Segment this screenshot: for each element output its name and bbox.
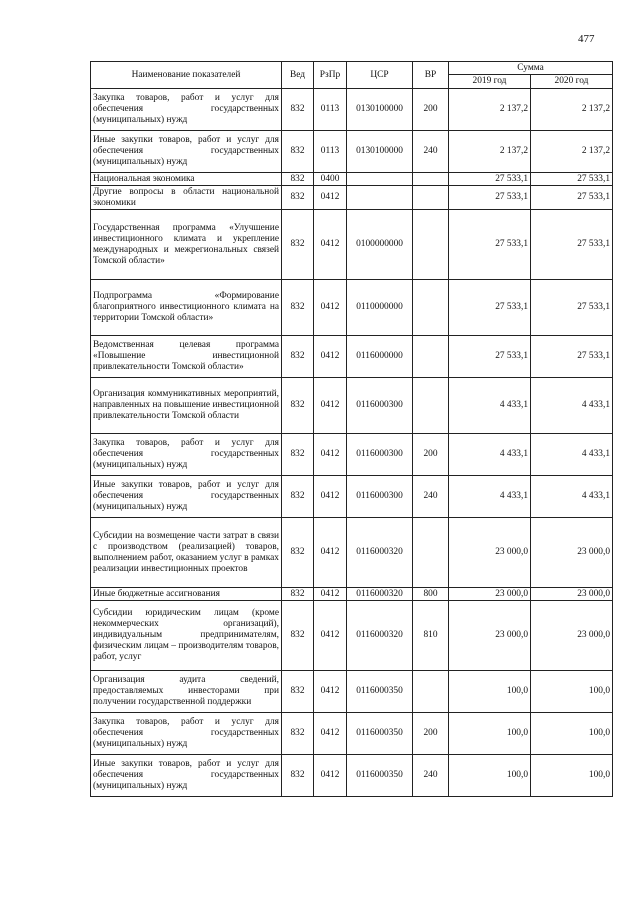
row-csr: 0116000350 xyxy=(347,671,413,713)
row-name: Организация аудита сведений, предоставляемых инвесторами при получении государственной поддержки xyxy=(91,671,282,713)
row-name: Субсидии на возмещение части затрат в связи с производством (реализацией) товаров, выполнением работ, оказанием услуг в рамках реализации инвестиционных проектов xyxy=(91,518,282,588)
row-rzpr: 0412 xyxy=(314,601,347,671)
row-sum-2019: 23 000,0 xyxy=(449,588,531,601)
row-sum-2020: 27 533,1 xyxy=(531,280,613,336)
row-sum-2019: 27 533,1 xyxy=(449,173,531,186)
row-rzpr: 0412 xyxy=(314,518,347,588)
row-rzpr: 0412 xyxy=(314,434,347,476)
row-vr xyxy=(413,210,449,280)
row-vr: 800 xyxy=(413,588,449,601)
row-name: Подпрограмма «Формирование благоприятного инвестиционного климата на территории Томской области» xyxy=(91,280,282,336)
row-ved: 832 xyxy=(282,713,314,755)
row-csr: 0110000000 xyxy=(347,280,413,336)
row-sum-2020: 100,0 xyxy=(531,755,613,797)
row-sum-2019: 27 533,1 xyxy=(449,186,531,210)
row-vr xyxy=(413,173,449,186)
row-sum-2020: 4 433,1 xyxy=(531,476,613,518)
row-ved: 832 xyxy=(282,378,314,434)
row-name: Национальная экономика xyxy=(91,173,282,186)
table-body xyxy=(91,89,613,797)
row-vr: 810 xyxy=(413,601,449,671)
row-rzpr: 0412 xyxy=(314,336,347,378)
row-name: Закупка товаров, работ и услуг для обеспечения государственных (муниципальных) нужд xyxy=(91,434,282,476)
row-ved: 832 xyxy=(282,671,314,713)
row-sum-2019: 27 533,1 xyxy=(449,336,531,378)
budget-table xyxy=(90,61,613,797)
row-name: Иные закупки товаров, работ и услуг для обеспечения государственных (муниципальных) нужд xyxy=(91,131,282,173)
row-sum-2019: 27 533,1 xyxy=(449,210,531,280)
row-csr: 0116000300 xyxy=(347,378,413,434)
row-sum-2020: 100,0 xyxy=(531,713,613,755)
row-sum-2019: 4 433,1 xyxy=(449,476,531,518)
row-vr xyxy=(413,378,449,434)
row-name: Субсидии юридическим лицам (кроме некоммерческих организаций), индивидуальным предпринимателям, физическим лицам – производителям товаров, работ, услуг xyxy=(91,601,282,671)
row-vr xyxy=(413,336,449,378)
row-csr: 0116000350 xyxy=(347,713,413,755)
row-sum-2019: 23 000,0 xyxy=(449,601,531,671)
table-row xyxy=(91,601,613,671)
table-row xyxy=(91,173,613,186)
row-rzpr: 0412 xyxy=(314,755,347,797)
table-row xyxy=(91,713,613,755)
row-ved: 832 xyxy=(282,336,314,378)
row-name: Закупка товаров, работ и услуг для обеспечения государственных (муниципальных) нужд xyxy=(91,89,282,131)
row-name: Иные закупки товаров, работ и услуг для обеспечения государственных (муниципальных) нужд xyxy=(91,755,282,797)
row-ved: 832 xyxy=(282,210,314,280)
row-ved: 832 xyxy=(282,186,314,210)
row-rzpr: 0400 xyxy=(314,173,347,186)
table-row xyxy=(91,755,613,797)
row-ved: 832 xyxy=(282,89,314,131)
row-sum-2020: 23 000,0 xyxy=(531,601,613,671)
row-csr xyxy=(347,186,413,210)
row-rzpr: 0412 xyxy=(314,671,347,713)
row-csr: 0116000320 xyxy=(347,601,413,671)
header-rzpr: РзПр xyxy=(314,62,347,89)
row-vr xyxy=(413,671,449,713)
row-name: Иные бюджетные ассигнования xyxy=(91,588,282,601)
table-row xyxy=(91,280,613,336)
row-rzpr: 0412 xyxy=(314,588,347,601)
row-sum-2020: 4 433,1 xyxy=(531,378,613,434)
table-row xyxy=(91,518,613,588)
row-sum-2020: 23 000,0 xyxy=(531,518,613,588)
row-name: Организация коммуникативных мероприятий, направленных на повышение инвестиционной привлекательности Томской области xyxy=(91,378,282,434)
row-csr: 0130100000 xyxy=(347,89,413,131)
row-csr: 0116000320 xyxy=(347,518,413,588)
row-rzpr: 0412 xyxy=(314,186,347,210)
table-row xyxy=(91,378,613,434)
table-row xyxy=(91,476,613,518)
row-rzpr: 0412 xyxy=(314,476,347,518)
row-csr: 0116000300 xyxy=(347,434,413,476)
row-sum-2019: 27 533,1 xyxy=(449,280,531,336)
row-csr: 0116000300 xyxy=(347,476,413,518)
row-csr: 0116000320 xyxy=(347,588,413,601)
header-ved: Вед xyxy=(282,62,314,89)
row-sum-2019: 2 137,2 xyxy=(449,131,531,173)
row-ved: 832 xyxy=(282,476,314,518)
row-vr xyxy=(413,518,449,588)
row-csr: 0116000350 xyxy=(347,755,413,797)
row-sum-2019: 23 000,0 xyxy=(449,518,531,588)
row-name: Иные закупки товаров, работ и услуг для обеспечения государственных (муниципальных) нужд xyxy=(91,476,282,518)
row-csr: 0100000000 xyxy=(347,210,413,280)
row-sum-2019: 100,0 xyxy=(449,713,531,755)
table-row xyxy=(91,588,613,601)
row-vr xyxy=(413,280,449,336)
table-row xyxy=(91,671,613,713)
table-row xyxy=(91,186,613,210)
table-row xyxy=(91,131,613,173)
row-vr: 200 xyxy=(413,89,449,131)
row-vr: 240 xyxy=(413,476,449,518)
header-year-2020: 2020 год xyxy=(531,75,613,89)
row-sum-2020: 2 137,2 xyxy=(531,131,613,173)
row-csr xyxy=(347,173,413,186)
page-number: 477 xyxy=(578,33,595,45)
table-row xyxy=(91,89,613,131)
row-vr: 240 xyxy=(413,755,449,797)
row-sum-2019: 4 433,1 xyxy=(449,434,531,476)
row-sum-2020: 23 000,0 xyxy=(531,588,613,601)
row-ved: 832 xyxy=(282,518,314,588)
row-name: Другие вопросы в области национальной экономики xyxy=(91,186,282,210)
row-csr: 0116000000 xyxy=(347,336,413,378)
row-sum-2019: 100,0 xyxy=(449,755,531,797)
row-ved: 832 xyxy=(282,434,314,476)
row-vr: 200 xyxy=(413,434,449,476)
header-year-2019: 2019 год xyxy=(449,75,531,89)
row-ved: 832 xyxy=(282,173,314,186)
row-ved: 832 xyxy=(282,601,314,671)
row-sum-2020: 27 533,1 xyxy=(531,336,613,378)
row-sum-2020: 27 533,1 xyxy=(531,210,613,280)
row-vr: 200 xyxy=(413,713,449,755)
table-row xyxy=(91,210,613,280)
row-rzpr: 0412 xyxy=(314,713,347,755)
row-ved: 832 xyxy=(282,131,314,173)
header-csr: ЦСР xyxy=(347,62,413,89)
row-vr: 240 xyxy=(413,131,449,173)
row-ved: 832 xyxy=(282,280,314,336)
row-name: Закупка товаров, работ и услуг для обеспечения государственных (муниципальных) нужд xyxy=(91,713,282,755)
row-vr xyxy=(413,186,449,210)
row-sum-2020: 2 137,2 xyxy=(531,89,613,131)
row-name: Ведомственная целевая программа «Повышение инвестиционной привлекательности Томской области» xyxy=(91,336,282,378)
table-row xyxy=(91,434,613,476)
row-rzpr: 0412 xyxy=(314,210,347,280)
row-name: Государственная программа «Улучшение инвестиционного климата и укрепление международных и межрегиональных связей Томской области» xyxy=(91,210,282,280)
header-sum: Сумма xyxy=(449,62,613,75)
row-ved: 832 xyxy=(282,588,314,601)
table-row xyxy=(91,336,613,378)
row-sum-2019: 4 433,1 xyxy=(449,378,531,434)
row-rzpr: 0113 xyxy=(314,89,347,131)
row-csr: 0130100000 xyxy=(347,131,413,173)
header-vr: ВР xyxy=(413,62,449,89)
row-rzpr: 0113 xyxy=(314,131,347,173)
row-sum-2020: 100,0 xyxy=(531,671,613,713)
row-rzpr: 0412 xyxy=(314,378,347,434)
row-sum-2019: 100,0 xyxy=(449,671,531,713)
row-ved: 832 xyxy=(282,755,314,797)
row-rzpr: 0412 xyxy=(314,280,347,336)
header-name: Наименование показателей xyxy=(91,62,282,89)
row-sum-2020: 27 533,1 xyxy=(531,186,613,210)
row-sum-2020: 4 433,1 xyxy=(531,434,613,476)
row-sum-2019: 2 137,2 xyxy=(449,89,531,131)
row-sum-2020: 27 533,1 xyxy=(531,173,613,186)
